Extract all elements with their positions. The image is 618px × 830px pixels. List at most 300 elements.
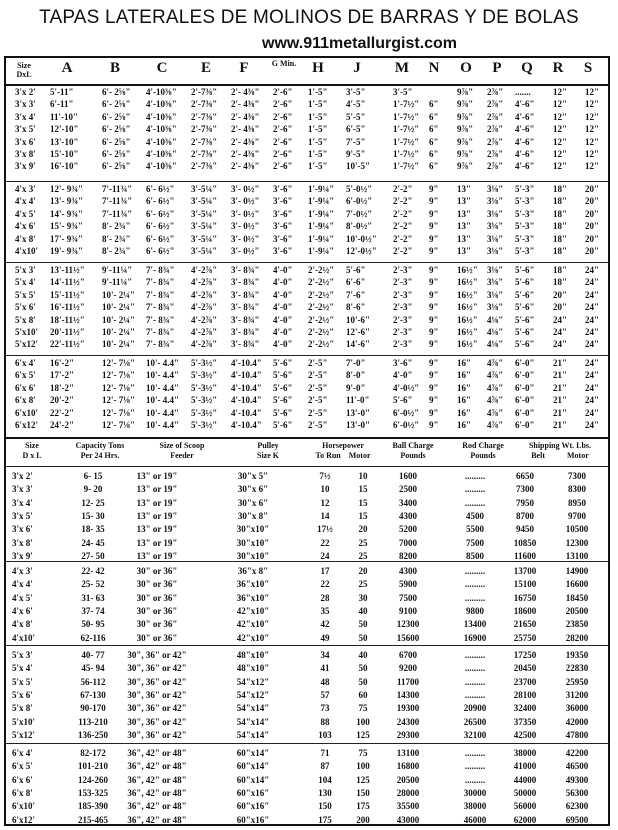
dimension-cell: 3'- 0½" <box>231 233 260 244</box>
dimension-cell: 1'-7½" <box>393 149 420 159</box>
dimension-cell: 24" <box>585 327 599 337</box>
capacity-cell: 48 <box>320 676 330 687</box>
dimension-cell: 21" <box>553 420 567 430</box>
capacity-cell: 7000 <box>399 537 417 548</box>
dimension-cell: 5'-6" <box>515 277 535 288</box>
dimension-cell: 3'-5¼" <box>191 233 218 244</box>
dimension-cell: 16" <box>457 358 471 368</box>
dimension-cell: 6'-0½" <box>346 196 373 207</box>
dimension-cell: 20" <box>585 221 599 232</box>
capacity-cell: 8950 <box>568 497 586 508</box>
dimension-cell: 9" <box>429 277 439 288</box>
dimension-cell: 6" <box>429 149 439 159</box>
dimension-cell: 16" <box>457 382 471 393</box>
dimension-cell: 12" <box>553 99 567 110</box>
dimension-cell: 4'-6" <box>515 136 535 147</box>
dimension-cell: 5'x 8' <box>15 314 36 325</box>
dimension-cell: 5'-5" <box>346 111 366 122</box>
dimension-cell: 20" <box>585 233 599 244</box>
dimension-cell: 24" <box>585 407 599 418</box>
capacity-cell: ......... <box>464 566 486 576</box>
dimension-cell: 6'-5" <box>346 124 366 135</box>
dimension-cell: 9'-11¼" <box>102 265 133 275</box>
dimension-cell: 9⅞" <box>457 161 474 172</box>
capacity-cell: 150 <box>356 787 370 798</box>
dimension-cell: 4⅞" <box>487 370 504 381</box>
dimension-cell: 12" <box>553 136 567 147</box>
dimension-cell: 9" <box>429 407 439 418</box>
dimension-cell: 14'-6" <box>346 339 370 350</box>
dimension-cell: 12" <box>585 161 599 172</box>
capacity-cell: 12300 <box>565 537 589 548</box>
capacity-cell: 87 <box>320 761 330 772</box>
dimension-cell: 5'-0½" <box>346 184 373 194</box>
capacity-cell: 88 <box>320 716 330 727</box>
dimension-cell: 8'-0" <box>346 370 366 381</box>
capacity-cell: 30" or 36" <box>136 605 178 616</box>
capacity-cell: 5'x 3' <box>12 650 33 660</box>
dimension-cell: 9⅞" <box>457 111 474 122</box>
dimension-cell: 3'- 8¾" <box>231 265 260 275</box>
capacity-cell: ......... <box>464 689 486 700</box>
dimension-cell: 2'-2½" <box>308 302 335 313</box>
capacity-cell: 30" or 36" <box>136 579 178 590</box>
dimension-cell: 12'- 7⅛" <box>102 358 135 368</box>
dimension-cell: 13'-0" <box>346 420 370 430</box>
dimension-cell: 20'-2" <box>50 395 74 406</box>
capacity-cell: 13" or 19" <box>136 471 178 481</box>
dimension-cell: 2'-3" <box>393 327 413 337</box>
capacity-cell: 37350 <box>513 716 537 727</box>
dimension-cell: 6'-0" <box>515 395 535 406</box>
dimension-cell: 9" <box>429 382 439 393</box>
capacity-cell: 13" or 19" <box>136 510 178 521</box>
capacity-cell: 113-210 <box>78 716 108 727</box>
dimension-cell: 2'-3" <box>393 277 413 288</box>
dimension-cell: 24" <box>585 382 599 393</box>
dimension-cell: 4'-10⅜" <box>146 99 177 110</box>
dimension-cell: 9" <box>429 370 439 381</box>
capacity-cell: 4300 <box>399 510 417 521</box>
dimension-cell: 16" <box>457 407 471 418</box>
dimension-cell: 2'-5" <box>308 358 328 368</box>
capacity-cell: 23700 <box>513 676 537 687</box>
dimension-cell: 10'- 2¼" <box>102 339 135 350</box>
dimension-cell: 6'- 2⅝" <box>102 136 131 147</box>
dimension-cell: 9'-11¼" <box>102 277 133 288</box>
capacity-cell: 7½ <box>319 471 331 481</box>
dimension-header-13: Q <box>521 60 533 76</box>
capacity-cell: 19350 <box>565 650 589 660</box>
capacity-cell: 185-390 <box>78 801 108 812</box>
capacity-cell: 25 <box>358 579 368 590</box>
dimension-cell: 10'- 4.4" <box>146 358 179 368</box>
dimension-cell: 8'-0½" <box>346 221 373 232</box>
dimension-cell: 2'-7⅜" <box>191 161 218 172</box>
capacity-cell: 24300 <box>396 716 420 727</box>
capacity-cell: 12- 25 <box>81 497 105 508</box>
dimension-cell: 24" <box>585 358 599 368</box>
dimension-cell: 5'-3" <box>515 184 535 194</box>
dimension-cell: 8'- 2¾" <box>102 233 131 244</box>
capacity-cell: 30" or 36" <box>136 632 178 643</box>
dimension-cell: 3'x 5' <box>15 124 36 135</box>
capacity-cell: 67-130 <box>80 689 106 700</box>
capacity-cell: 6'x 5' <box>12 761 33 772</box>
dimension-cell: 3'- 0½" <box>231 208 260 219</box>
row-separator <box>4 355 610 356</box>
dimension-cell: 12" <box>585 124 599 135</box>
dimension-cell: 4'-10.4" <box>231 382 262 393</box>
capacity-cell: 6'x12' <box>12 814 36 825</box>
dimension-cell: 4'-2⅞" <box>191 339 218 350</box>
capacity-cell: ......... <box>464 748 486 758</box>
dimension-cell: 20'-11½" <box>50 327 85 337</box>
dimension-cell: 10'- 2¼" <box>102 289 135 300</box>
dimension-cell: 1'-9¼" <box>308 196 335 207</box>
capacity-cell: 22- 42 <box>81 566 105 576</box>
row-separator <box>4 262 610 263</box>
capacity-cell: 50000 <box>513 787 537 798</box>
dimension-cell: 7'-11¾" <box>102 196 133 207</box>
capacity-cell: 50 <box>358 663 368 674</box>
capacity-cell: 42200 <box>565 748 589 758</box>
capacity-cell: 19300 <box>396 703 420 714</box>
dimension-cell: 13" <box>457 246 471 256</box>
capacity-cell: 13" or 19" <box>136 524 178 535</box>
dimension-cell: 9" <box>429 420 439 430</box>
dimension-cell: 5'-6" <box>273 370 293 381</box>
capacity-header-1: Capacity Tons Per 24 Hrs. <box>75 441 125 460</box>
dimension-cell: 4⅞" <box>487 382 504 393</box>
dimension-cell: 3⅛" <box>487 184 504 194</box>
capacity-cell: 20 <box>358 524 368 535</box>
dimension-cell: 8'- 2¾" <box>102 221 131 232</box>
dimension-cell: 5'-6" <box>515 339 535 350</box>
dimension-cell: 2'-6" <box>273 161 293 172</box>
dimension-cell: 2'-6" <box>273 124 293 135</box>
dimension-cell: 6'- 2⅝" <box>102 124 131 135</box>
dimension-cell: 9" <box>429 246 439 256</box>
row-separator <box>4 743 610 744</box>
dimension-cell: 2⅞" <box>487 149 504 159</box>
capacity-cell: 6'x10' <box>12 801 36 812</box>
dimension-cell: 5'-6" <box>273 395 293 406</box>
capacity-cell: 11700 <box>396 676 419 687</box>
dimension-cell: 1'-5" <box>308 136 328 147</box>
capacity-cell: 11600 <box>513 550 536 561</box>
capacity-cell: 16750 <box>513 592 537 603</box>
capacity-cell: 23850 <box>565 619 589 630</box>
capacity-cell: 18- 35 <box>81 524 105 535</box>
capacity-cell: 16600 <box>565 579 589 590</box>
dimension-cell: 2'-5" <box>308 395 328 406</box>
dimension-cell: 21" <box>553 370 567 381</box>
capacity-cell: 41000 <box>513 761 537 772</box>
capacity-cell: 16800 <box>396 761 420 772</box>
capacity-cell: 4'x 5' <box>12 592 33 603</box>
capacity-cell: 22 <box>320 579 330 590</box>
dimension-cell: 9" <box>429 327 439 337</box>
dimension-cell: 13'-11½" <box>50 265 85 275</box>
dimension-cell: 5'-6" <box>515 289 535 300</box>
dimension-cell: 2'-2½" <box>308 277 335 288</box>
capacity-cell: 30000 <box>463 787 487 798</box>
capacity-cell: 8500 <box>466 550 484 561</box>
capacity-cell: 3'x 2' <box>12 471 33 481</box>
capacity-cell: 7500 <box>399 592 417 603</box>
dimension-cell: 6'-6" <box>346 277 366 288</box>
capacity-cell: 46500 <box>565 761 589 772</box>
dimension-cell: 5'-6" <box>273 358 293 368</box>
dimension-cell: 9" <box>429 208 439 219</box>
capacity-cell: 60 <box>358 689 368 700</box>
dimension-cell: 2'-2" <box>393 196 413 207</box>
dimension-header-10: N <box>428 60 440 76</box>
dimension-cell: 5'x12' <box>15 339 39 350</box>
dimension-cell: 3'- 8¾" <box>231 277 260 288</box>
capacity-cell: 3'x 5' <box>12 510 33 521</box>
capacity-cell: 9100 <box>399 605 417 616</box>
dimension-cell: 7'-0½" <box>346 208 373 219</box>
dimension-cell: 12" <box>553 124 567 135</box>
capacity-cell: 38000 <box>513 748 537 758</box>
capacity-cell: 54"x12" <box>236 676 270 687</box>
dimension-cell: 5'-3" <box>515 196 535 207</box>
dimension-cell: 1'-7½" <box>393 136 420 147</box>
dimension-cell: 3'-6" <box>273 184 293 194</box>
capacity-cell: 153-325 <box>78 787 108 798</box>
dimension-cell: 9" <box>429 358 439 368</box>
dimension-cell: 6'- 2⅝" <box>102 111 131 122</box>
capacity-cell: 25 <box>358 537 368 548</box>
dimension-cell: 2'-6" <box>273 87 293 97</box>
capacity-cell: 5'x12' <box>12 729 36 740</box>
dimension-cell: 2'-2" <box>393 233 413 244</box>
dimension-cell: 2'-5" <box>308 370 328 381</box>
dimension-cell: 4'-6" <box>515 99 535 110</box>
dimension-cell: 2'-2½" <box>308 289 335 300</box>
dimension-cell: 5'-3½" <box>191 382 218 393</box>
dimension-header-15: S <box>583 60 593 76</box>
dimension-cell: 6" <box>429 99 439 110</box>
dimension-cell: 12" <box>585 111 599 122</box>
dimension-cell: 5'-3" <box>515 221 535 232</box>
dimension-cell: 2'-6" <box>273 111 293 122</box>
dimension-cell: 10'-0½" <box>346 233 377 244</box>
dimension-cell: 4'-10⅜" <box>146 124 177 135</box>
dimension-cell: 6'-0½" <box>393 407 420 418</box>
dimension-cell: 2'-2½" <box>308 314 335 325</box>
dimension-cell: 9" <box>429 289 439 300</box>
dimension-cell: 2'-7⅜" <box>191 99 218 110</box>
dimension-cell: 24" <box>585 277 599 288</box>
dimension-cell: 7'- 8¾" <box>146 302 175 313</box>
dimension-cell: 1'-9¼" <box>308 233 335 244</box>
dimension-cell: 5'-6" <box>515 314 535 325</box>
capacity-cell: 5900 <box>399 579 417 590</box>
dimension-cell: 5'-6" <box>393 395 413 406</box>
capacity-cell: 60"x14" <box>236 748 270 758</box>
dimension-cell: 1'-9¼" <box>308 246 335 256</box>
dimension-cell: 2'- 4⅜" <box>231 99 260 110</box>
capacity-cell: 69500 <box>565 814 589 825</box>
dimension-cell: 16½" <box>457 327 478 337</box>
capacity-cell: 82-172 <box>80 748 106 758</box>
capacity-cell: 36"x10" <box>236 592 270 603</box>
dimension-cell: 2⅞" <box>487 124 504 135</box>
capacity-cell: 60"x16" <box>236 787 270 798</box>
dimension-cell: 2⅞" <box>487 99 504 110</box>
dimension-cell: 4'-0" <box>393 370 413 381</box>
dimension-cell: 12" <box>553 161 567 172</box>
dimension-cell: 5'-6" <box>515 302 535 313</box>
dimension-header-12: P <box>492 60 502 76</box>
dimension-cell: 16½" <box>457 277 478 288</box>
capacity-cell: 136-250 <box>78 729 108 740</box>
capacity-cell: 75 <box>358 748 368 758</box>
capacity-cell: 62300 <box>565 801 589 812</box>
dimension-cell: 4'-10⅜" <box>146 111 177 122</box>
dimension-cell: 6'-0" <box>515 370 535 381</box>
capacity-header-5: Ball Charge Pounds <box>392 441 434 460</box>
dimension-cell: 13" <box>457 184 471 194</box>
dimension-cell: 3'-5¼" <box>191 221 218 232</box>
dimension-cell: 3'-6" <box>273 208 293 219</box>
dimension-cell: 13" <box>457 208 471 219</box>
dimension-cell: 3'- 8¾" <box>231 289 260 300</box>
dimension-cell: 4'-0" <box>273 289 293 300</box>
capacity-cell: 3'x 9' <box>12 550 33 561</box>
dimension-cell: 13'-0" <box>346 407 370 418</box>
dimension-cell: 12" <box>553 87 567 97</box>
dimension-cell: 7'- 8¾" <box>146 339 175 350</box>
capacity-cell: 48"x10" <box>236 663 270 674</box>
dimension-cell: 12" <box>585 87 599 97</box>
capacity-cell: 30" or 36" <box>136 592 178 603</box>
dimension-cell: 24" <box>585 314 599 325</box>
row-separator <box>4 181 610 182</box>
dimension-header-1: A <box>61 60 73 76</box>
dimension-cell: 6'-0½" <box>393 420 420 430</box>
capacity-cell: 31- 63 <box>81 592 105 603</box>
capacity-cell: 60"x14" <box>236 761 270 772</box>
capacity-cell: 103 <box>318 729 332 740</box>
capacity-cell: 42500 <box>513 729 537 740</box>
dimension-cell: 9" <box>429 196 439 207</box>
dimension-cell: 24" <box>553 314 567 325</box>
dimension-cell: 1'-5" <box>308 111 328 122</box>
capacity-cell: 8300 <box>568 484 586 495</box>
dimension-cell: 18'-11½" <box>50 314 85 325</box>
capacity-cell: 20 <box>358 566 368 576</box>
dimension-cell: 9" <box>429 184 439 194</box>
dimension-cell: 4'-0" <box>273 327 293 337</box>
dimension-cell: 2'-7⅜" <box>191 111 218 122</box>
capacity-cell: 30", 36" or 42" <box>127 650 187 660</box>
dimension-cell: 4'x 5' <box>15 208 36 219</box>
capacity-cell: 36000 <box>565 703 589 714</box>
dimension-cell: 12'-10" <box>50 124 79 135</box>
capacity-cell: 100 <box>356 761 370 772</box>
capacity-cell: ......... <box>464 676 486 687</box>
dimension-cell: 5'-3½" <box>191 358 218 368</box>
dimension-cell: 2'-6" <box>273 99 293 110</box>
capacity-cell: 12 <box>320 497 330 508</box>
dimension-cell: 2'-5" <box>308 407 328 418</box>
capacity-cell: 3'x 4' <box>12 497 33 508</box>
capacity-cell: 30"x10" <box>236 537 270 548</box>
capacity-cell: 175 <box>318 814 332 825</box>
capacity-cell: 9800 <box>466 605 484 616</box>
dimension-cell: 20" <box>585 196 599 207</box>
dimension-cell: 12'- 7⅛" <box>102 382 135 393</box>
dimension-cell: 6'-0" <box>515 420 535 430</box>
capacity-cell: 6700 <box>399 650 417 660</box>
dimension-cell: 3⅛" <box>487 289 504 300</box>
dimension-cell: 6'- 6½" <box>146 233 175 244</box>
dimension-cell: 24" <box>553 327 567 337</box>
capacity-cell: 13400 <box>463 619 487 630</box>
dimension-cell: 18" <box>553 246 567 256</box>
dimension-cell: 9" <box>429 265 439 275</box>
dimension-cell: 12'-6" <box>346 327 370 337</box>
dimension-cell: 24" <box>585 339 599 350</box>
dimension-cell: 6'- 6½" <box>146 221 175 232</box>
dimension-cell: 21" <box>553 358 567 368</box>
dimension-cell: 6'-11" <box>50 99 74 110</box>
capacity-cell: 20450 <box>513 663 537 674</box>
dimension-cell: 2'-2½" <box>308 339 335 350</box>
dimension-cell: 15'- 9¾" <box>50 221 83 232</box>
dimension-cell: 5'-3½" <box>191 420 218 430</box>
capacity-cell: 30", 36" or 42" <box>127 663 187 674</box>
dimension-cell: 2'-5" <box>308 420 328 430</box>
capacity-cell: 90-170 <box>80 703 106 714</box>
capacity-cell: 60"x16" <box>236 801 270 812</box>
capacity-cell: 62000 <box>513 814 537 825</box>
capacity-cell: 54"x14" <box>236 703 270 714</box>
dimension-cell: 9" <box>429 233 439 244</box>
capacity-cell: 5'x10' <box>12 716 36 727</box>
capacity-cell: 28000 <box>396 787 420 798</box>
dimension-cell: ....... <box>515 87 531 97</box>
dimension-cell: 12" <box>553 111 567 122</box>
dimension-cell: 5'x 3' <box>15 265 36 275</box>
capacity-cell: 30", 36" or 42" <box>127 703 187 714</box>
capacity-cell: 6'x 6' <box>12 774 33 785</box>
capacity-cell: ......... <box>464 774 486 785</box>
dimension-cell: 3'-5" <box>346 87 366 97</box>
dimension-cell: 4'-10.4" <box>231 370 262 381</box>
dimension-cell: 15'-10" <box>50 149 79 159</box>
dimension-cell: 3⅛" <box>487 302 504 313</box>
dimension-cell: 12" <box>553 149 567 159</box>
dimension-header-4: E <box>200 60 211 76</box>
dimension-cell: 11'-10" <box>50 111 78 122</box>
capacity-cell: 36", 42" or 48" <box>127 801 187 812</box>
capacity-cell: 5'x 8' <box>12 703 33 714</box>
capacity-cell: 4'x 6' <box>12 605 33 616</box>
capacity-cell: 4300 <box>399 566 417 576</box>
row-separator <box>4 645 610 646</box>
dimension-cell: 3'-5¼" <box>191 184 218 194</box>
dimension-cell: 12'- 7⅛" <box>102 370 135 381</box>
dimension-cell: 22'-2" <box>50 407 74 418</box>
dimension-cell: 5'x 5' <box>15 289 36 300</box>
dimension-cell: 1'-7½" <box>393 161 420 172</box>
dimension-header-2: B <box>109 60 120 76</box>
